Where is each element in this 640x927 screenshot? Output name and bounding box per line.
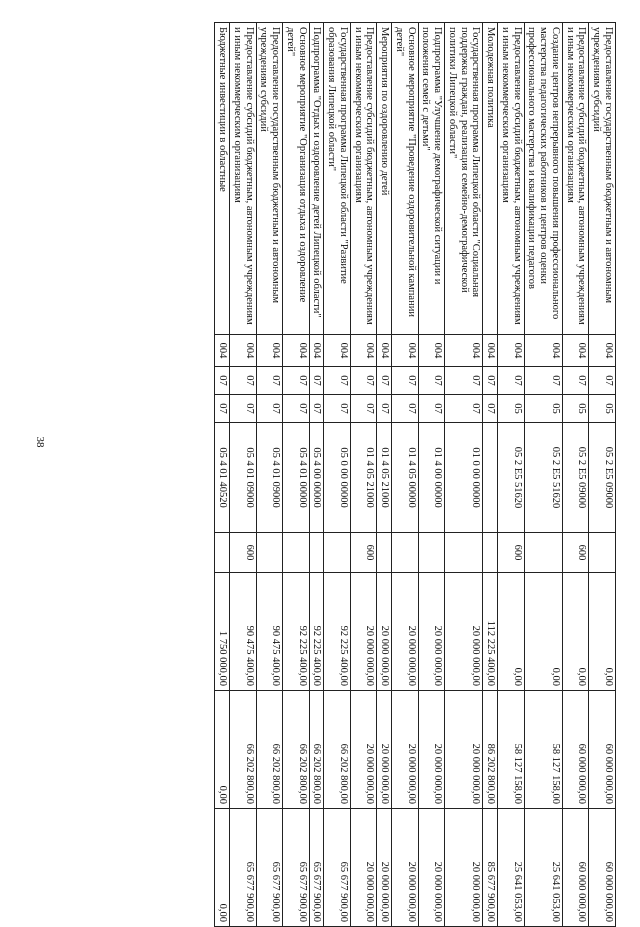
section-code: 07 <box>309 367 324 395</box>
section-code: 07 <box>324 367 351 395</box>
grbs-code: 004 <box>324 335 351 367</box>
target-article-code: 01 4 05 00000 <box>392 423 419 533</box>
amount-year-2: 58 127 158,00 <box>524 691 562 809</box>
grbs-code: 004 <box>392 335 419 367</box>
subsection-code: 05 <box>524 395 562 423</box>
section-code: 07 <box>563 367 590 395</box>
table-row <box>309 23 324 927</box>
amount-year-3: 20 000 000,00 <box>418 809 445 927</box>
table-row <box>256 23 283 927</box>
amount-year-3: 25 641 053,00 <box>498 809 525 927</box>
expense-type-code <box>309 533 324 573</box>
table-row <box>589 23 616 927</box>
row-name: Государственная программа Липецкой области "Социальная поддержка граждан, реализация семейно-демографической политики Липецкой области" <box>445 23 483 335</box>
amount-year-2: 20 000 000,00 <box>392 691 419 809</box>
amount-year-3: 85 677 900,00 <box>483 809 498 927</box>
section-code: 07 <box>483 367 498 395</box>
target-article-code: 05 4 01 40520 <box>215 423 230 533</box>
amount-year-2: 20 000 000,00 <box>445 691 483 809</box>
section-code: 07 <box>524 367 562 395</box>
target-article-code: 01 0 00 00000 <box>445 423 483 533</box>
target-article-code: 05 4 01 00000 <box>283 423 310 533</box>
subsection-code: 07 <box>445 395 483 423</box>
amount-year-3: 65 677 900,00 <box>230 809 257 927</box>
amount-year-1: 90 475 400,00 <box>256 573 283 691</box>
subsection-code: 07 <box>377 395 392 423</box>
amount-year-3: 65 677 900,00 <box>256 809 283 927</box>
table-row <box>418 23 445 927</box>
expense-type-code <box>215 533 230 573</box>
amount-year-1: 0,00 <box>589 573 616 691</box>
section-code: 07 <box>215 367 230 395</box>
expense-type-code <box>418 533 445 573</box>
amount-year-3: 65 677 900,00 <box>324 809 351 927</box>
table-row <box>483 23 498 927</box>
row-name: Мероприятия по оздоровлению детей <box>377 23 392 335</box>
grbs-code: 004 <box>563 335 590 367</box>
row-name: Государственная программа Липецкой области "Развитие образования Липецкой области" <box>324 23 351 335</box>
table-row <box>351 23 378 927</box>
subsection-code: 05 <box>498 395 525 423</box>
grbs-code: 004 <box>589 335 616 367</box>
expense-type-code: 600 <box>351 533 378 573</box>
amount-year-1: 92 225 400,00 <box>283 573 310 691</box>
amount-year-3: 20 000 000,00 <box>377 809 392 927</box>
amount-year-1: 20 000 000,00 <box>351 573 378 691</box>
subsection-code: 07 <box>283 395 310 423</box>
amount-year-3: 65 677 900,00 <box>309 809 324 927</box>
grbs-code: 004 <box>256 335 283 367</box>
target-article-code: 05 2 E5 09000 <box>589 423 616 533</box>
section-code: 07 <box>230 367 257 395</box>
grbs-code: 004 <box>483 335 498 367</box>
amount-year-2: 60 000 000,00 <box>563 691 590 809</box>
amount-year-3: 0,00 <box>215 809 230 927</box>
row-name: Основное мероприятие "Организация отдыха и оздоровление детей" <box>283 23 310 335</box>
row-name: Подпрограмма "Улучшение демографической ситуации и положения семей с детьми" <box>418 23 445 335</box>
amount-year-2: 66 202 800,00 <box>309 691 324 809</box>
amount-year-1: 1 750 000,00 <box>215 573 230 691</box>
amount-year-1: 0,00 <box>498 573 525 691</box>
amount-year-2: 66 202 800,00 <box>283 691 310 809</box>
page-number: 38 <box>34 436 46 448</box>
grbs-code: 004 <box>498 335 525 367</box>
amount-year-2: 20 000 000,00 <box>351 691 378 809</box>
table-row <box>392 23 419 927</box>
amount-year-1: 20 000 000,00 <box>445 573 483 691</box>
section-code: 07 <box>283 367 310 395</box>
table-body <box>215 23 616 927</box>
grbs-code: 004 <box>230 335 257 367</box>
grbs-code: 004 <box>351 335 378 367</box>
expense-type-code <box>324 533 351 573</box>
amount-year-3: 60 000 000,00 <box>563 809 590 927</box>
row-name: Предоставление субсидий бюджетным, автономным учреждениям и иным некоммерческим организациям <box>351 23 378 335</box>
amount-year-3: 20 000 000,00 <box>351 809 378 927</box>
grbs-code: 004 <box>309 335 324 367</box>
table-row <box>524 23 562 927</box>
subsection-code: 07 <box>392 395 419 423</box>
section-code: 07 <box>256 367 283 395</box>
amount-year-2: 0,00 <box>215 691 230 809</box>
expense-type-code: 600 <box>230 533 257 573</box>
subsection-code: 07 <box>309 395 324 423</box>
subsection-code: 07 <box>483 395 498 423</box>
amount-year-2: 58 127 158,00 <box>498 691 525 809</box>
row-name: Предоставление субсидий бюджетным, автономным учреждениям и иным некоммерческим организациям <box>498 23 525 335</box>
amount-year-1: 20 000 000,00 <box>418 573 445 691</box>
section-code: 07 <box>445 367 483 395</box>
table-container <box>60 22 616 922</box>
amount-year-2: 20 000 000,00 <box>377 691 392 809</box>
grbs-code: 004 <box>445 335 483 367</box>
subsection-code: 05 <box>563 395 590 423</box>
expense-type-code: 600 <box>498 533 525 573</box>
amount-year-2: 20 000 000,00 <box>418 691 445 809</box>
expense-type-code: 600 <box>563 533 590 573</box>
row-name: Предоставление государственным бюджетным и автономным учреждениям субсидий <box>589 23 616 335</box>
expense-type-code <box>392 533 419 573</box>
expense-type-code <box>483 533 498 573</box>
section-code: 07 <box>377 367 392 395</box>
grbs-code: 004 <box>377 335 392 367</box>
section-code: 07 <box>351 367 378 395</box>
subsection-code: 07 <box>324 395 351 423</box>
amount-year-1: 92 225 400,00 <box>309 573 324 691</box>
row-name: Бюджетные инвестиции в областные <box>215 23 230 335</box>
row-name: Предоставление субсидий бюджетным, автономным учреждениям и иным некоммерческим организациям <box>563 23 590 335</box>
expense-type-code <box>445 533 483 573</box>
section-code: 07 <box>418 367 445 395</box>
row-name: Предоставление государственным бюджетным и автономным учреждениям субсидий <box>256 23 283 335</box>
table-row <box>563 23 590 927</box>
grbs-code: 004 <box>418 335 445 367</box>
target-article-code: 01 4 00 00000 <box>418 423 445 533</box>
row-name: Основное мероприятие "Проведение оздоровительной кампании детей" <box>392 23 419 335</box>
subsection-code: 07 <box>215 395 230 423</box>
row-name: Молодежная политика <box>483 23 498 335</box>
subsection-code: 05 <box>589 395 616 423</box>
amount-year-1: 0,00 <box>524 573 562 691</box>
table-row <box>498 23 525 927</box>
grbs-code: 004 <box>524 335 562 367</box>
expense-type-code <box>256 533 283 573</box>
subsection-code: 07 <box>418 395 445 423</box>
subsection-code: 07 <box>351 395 378 423</box>
amount-year-1: 0,00 <box>563 573 590 691</box>
row-name: Подпрограмма "Отдых и оздоровление детей Липецкой области" <box>309 23 324 335</box>
amount-year-1: 92 225 400,00 <box>324 573 351 691</box>
table-row <box>283 23 310 927</box>
amount-year-3: 65 677 900,00 <box>283 809 310 927</box>
amount-year-2: 66 202 800,00 <box>324 691 351 809</box>
expense-type-code <box>524 533 562 573</box>
table-row <box>445 23 483 927</box>
amount-year-2: 86 202 800,00 <box>483 691 498 809</box>
amount-year-1: 112 225 400,00 <box>483 573 498 691</box>
grbs-code: 004 <box>283 335 310 367</box>
table-row <box>324 23 351 927</box>
amount-year-1: 20 000 000,00 <box>377 573 392 691</box>
amount-year-1: 90 475 400,00 <box>230 573 257 691</box>
amount-year-2: 60 000 000,00 <box>589 691 616 809</box>
amount-year-1: 20 000 000,00 <box>392 573 419 691</box>
target-article-code: 05 4 01 09000 <box>230 423 257 533</box>
budget-table <box>215 22 617 927</box>
expense-type-code <box>589 533 616 573</box>
rotated-page <box>60 22 616 922</box>
subsection-code: 07 <box>230 395 257 423</box>
target-article-code: 05 2 E5 51620 <box>524 423 562 533</box>
section-code: 07 <box>392 367 419 395</box>
amount-year-2: 66 202 800,00 <box>256 691 283 809</box>
target-article-code: 01 4 05 21000 <box>377 423 392 533</box>
table-row <box>230 23 257 927</box>
target-article-code: 05 2 E5 09000 <box>563 423 590 533</box>
expense-type-code <box>377 533 392 573</box>
amount-year-3: 20 000 000,00 <box>445 809 483 927</box>
row-name: Предоставление субсидий бюджетным, автономным учреждениям и иным некоммерческим организациям <box>230 23 257 335</box>
subsection-code: 07 <box>256 395 283 423</box>
amount-year-3: 60 000 000,00 <box>589 809 616 927</box>
grbs-code: 004 <box>215 335 230 367</box>
table-row <box>377 23 392 927</box>
amount-year-3: 25 641 053,00 <box>524 809 562 927</box>
amount-year-3: 20 000 000,00 <box>392 809 419 927</box>
target-article-code: 05 4 01 09000 <box>256 423 283 533</box>
table-row <box>215 23 230 927</box>
amount-year-2: 66 202 800,00 <box>230 691 257 809</box>
target-article-code: 01 4 05 21000 <box>351 423 378 533</box>
expense-type-code <box>283 533 310 573</box>
section-code: 07 <box>498 367 525 395</box>
target-article-code: 05 0 00 00000 <box>324 423 351 533</box>
row-name: Создание центров непрерывного повышения профессионального мастерства педагогических работников и центров оценки профессионального мастерства и квалификации педагогов <box>524 23 562 335</box>
target-article-code: 05 4 00 00000 <box>309 423 324 533</box>
target-article-code <box>483 423 498 533</box>
target-article-code: 05 2 E5 51620 <box>498 423 525 533</box>
section-code: 07 <box>589 367 616 395</box>
